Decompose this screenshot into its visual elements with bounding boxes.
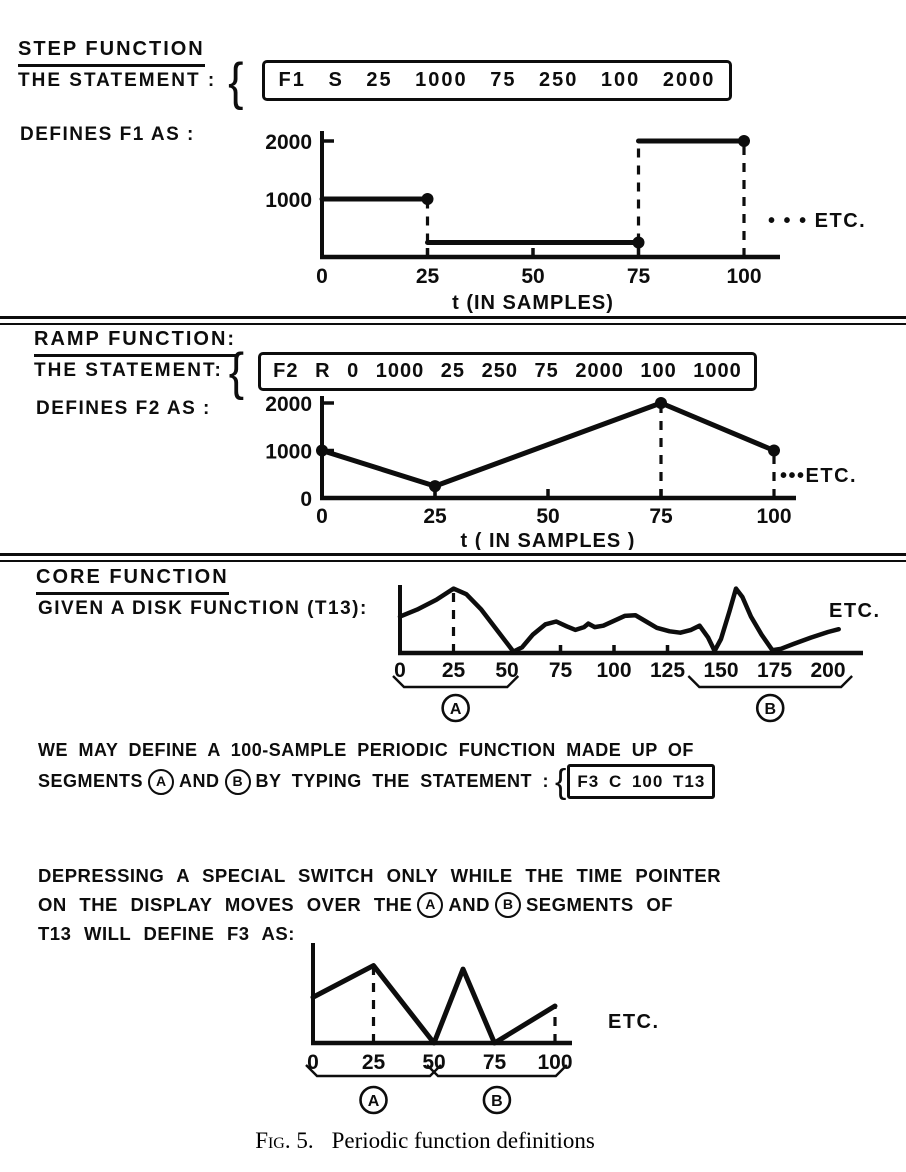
y-tick-label: 1000	[265, 189, 312, 212]
y-tick-label: 2000	[265, 393, 312, 416]
data-point	[316, 445, 328, 457]
data-point	[422, 193, 434, 205]
statement-box-f3: F3 C 100 T13	[567, 764, 715, 799]
core-define-paragraph	[38, 737, 715, 799]
core-define-line2	[38, 764, 715, 799]
data-point	[633, 237, 645, 249]
etc-label: • • • ETC.	[768, 210, 867, 232]
core-switch-paragraph	[38, 861, 721, 948]
figure-caption	[0, 1128, 850, 1154]
x-tick-label: 75	[626, 265, 651, 288]
function-curve	[322, 403, 774, 486]
segment-a-badge: A	[417, 892, 443, 918]
etc-label: ETC.	[608, 1011, 660, 1033]
section-divider	[0, 316, 906, 325]
data-point	[738, 135, 750, 147]
f1-step-plot	[240, 125, 906, 313]
x-tick-label: 0	[316, 265, 328, 288]
x-tick-label: 0	[394, 659, 406, 682]
x-axis-label: t (IN SAMPLES)	[452, 292, 614, 313]
x-tick-label: 50	[495, 659, 519, 682]
y-tick-label: 2000	[265, 131, 312, 154]
core-switch-line1: DEPRESSING A SPECIAL SWITCH ONLY WHILE THE TIME POINTER	[38, 865, 722, 886]
core-define-line2-post: BY TYPING THE STATEMENT :	[255, 771, 550, 791]
defines-f2-label: DEFINES F2 AS :	[36, 398, 211, 419]
data-point	[429, 480, 441, 492]
etc-label: ETC.	[829, 600, 881, 622]
given-disk-function-label: GIVEN A DISK FUNCTION (T13):	[38, 598, 368, 619]
x-tick-label: 75	[482, 1051, 507, 1074]
core-switch-line2-post: SEGMENTS OF	[525, 894, 674, 915]
x-tick-label: 175	[756, 659, 793, 682]
x-tick-label: 100	[726, 265, 762, 288]
x-tick-label: 75	[649, 505, 673, 528]
left-brace-icon: {	[228, 341, 245, 401]
x-tick-label: 75	[548, 659, 573, 682]
x-tick-label: 25	[423, 505, 447, 528]
figure-number: Fig. 5.	[255, 1128, 314, 1153]
segment-badge-label: A	[367, 1093, 380, 1110]
left-brace-icon: {	[228, 51, 244, 110]
segment-a-badge: A	[148, 769, 174, 795]
x-tick-label: 200	[810, 659, 846, 682]
figure-caption-text: Periodic function definitions	[331, 1128, 595, 1153]
segment-badge-label: B	[491, 1093, 503, 1110]
x-tick-label: 100	[537, 1051, 573, 1074]
core-define-line2-pre: SEGMENTS	[38, 771, 144, 791]
core-heading: CORE FUNCTION	[36, 566, 229, 595]
statement-label: THE STATEMENT:	[34, 360, 223, 381]
core-define-line2-and: AND	[179, 771, 220, 791]
core-switch-line3: T13 WILL DEFINE F3 AS:	[38, 923, 295, 944]
function-curve	[313, 966, 555, 1043]
statement-box-f1: F1 S 25 1000 75 250 100 2000	[262, 60, 733, 101]
step-statement-row	[18, 51, 732, 110]
x-tick-label: 0	[307, 1051, 319, 1074]
x-tick-label: 125	[649, 659, 686, 682]
f3-core-plot	[290, 938, 696, 1122]
function-curve	[400, 589, 839, 652]
segment-b-badge: B	[225, 769, 251, 795]
defines-f1-label: DEFINES F1 AS :	[20, 124, 195, 145]
step-heading: STEP FUNCTION	[18, 38, 205, 67]
segment-b-badge: B	[495, 892, 521, 918]
ramp-statement-row	[34, 341, 757, 401]
x-tick-label: 25	[441, 659, 466, 682]
core-switch-line2-and: AND	[448, 894, 490, 915]
core-switch-line2	[38, 890, 721, 919]
x-tick-label: 150	[703, 659, 739, 682]
core-define-line1: WE MAY DEFINE A 100-SAMPLE PERIODIC FUNCTION MADE UP OF	[38, 740, 694, 760]
x-tick-label: 100	[756, 505, 792, 528]
y-tick-label: 1000	[265, 440, 312, 464]
f2-ramp-plot	[240, 392, 906, 550]
x-tick-label: 25	[415, 265, 440, 288]
etc-label: •••ETC.	[780, 465, 858, 487]
segment-badge-label: B	[764, 701, 777, 718]
left-brace-icon: {	[555, 762, 567, 801]
statement-box-f2: F2 R 0 1000 25 250 75 2000 100 1000	[258, 352, 757, 391]
section-divider	[0, 553, 906, 562]
x-tick-label: 25	[361, 1051, 386, 1074]
x-axis-label: t ( IN SAMPLES )	[460, 530, 636, 550]
x-tick-label: 100	[596, 659, 632, 682]
segment-badge-label: A	[449, 701, 462, 718]
x-tick-label: 0	[316, 505, 328, 528]
data-point	[768, 445, 780, 457]
x-tick-label: 50	[422, 1051, 446, 1074]
x-tick-label: 50	[536, 505, 560, 528]
t13-disk-plot	[385, 575, 906, 725]
statement-label: THE STATEMENT :	[18, 69, 217, 91]
core-switch-line2-pre: ON THE DISPLAY MOVES OVER THE	[38, 894, 413, 915]
y-tick-label: 0	[300, 488, 312, 511]
x-tick-label: 50	[521, 265, 545, 288]
ramp-heading: RAMP FUNCTION:	[34, 328, 236, 357]
data-point	[655, 397, 667, 409]
